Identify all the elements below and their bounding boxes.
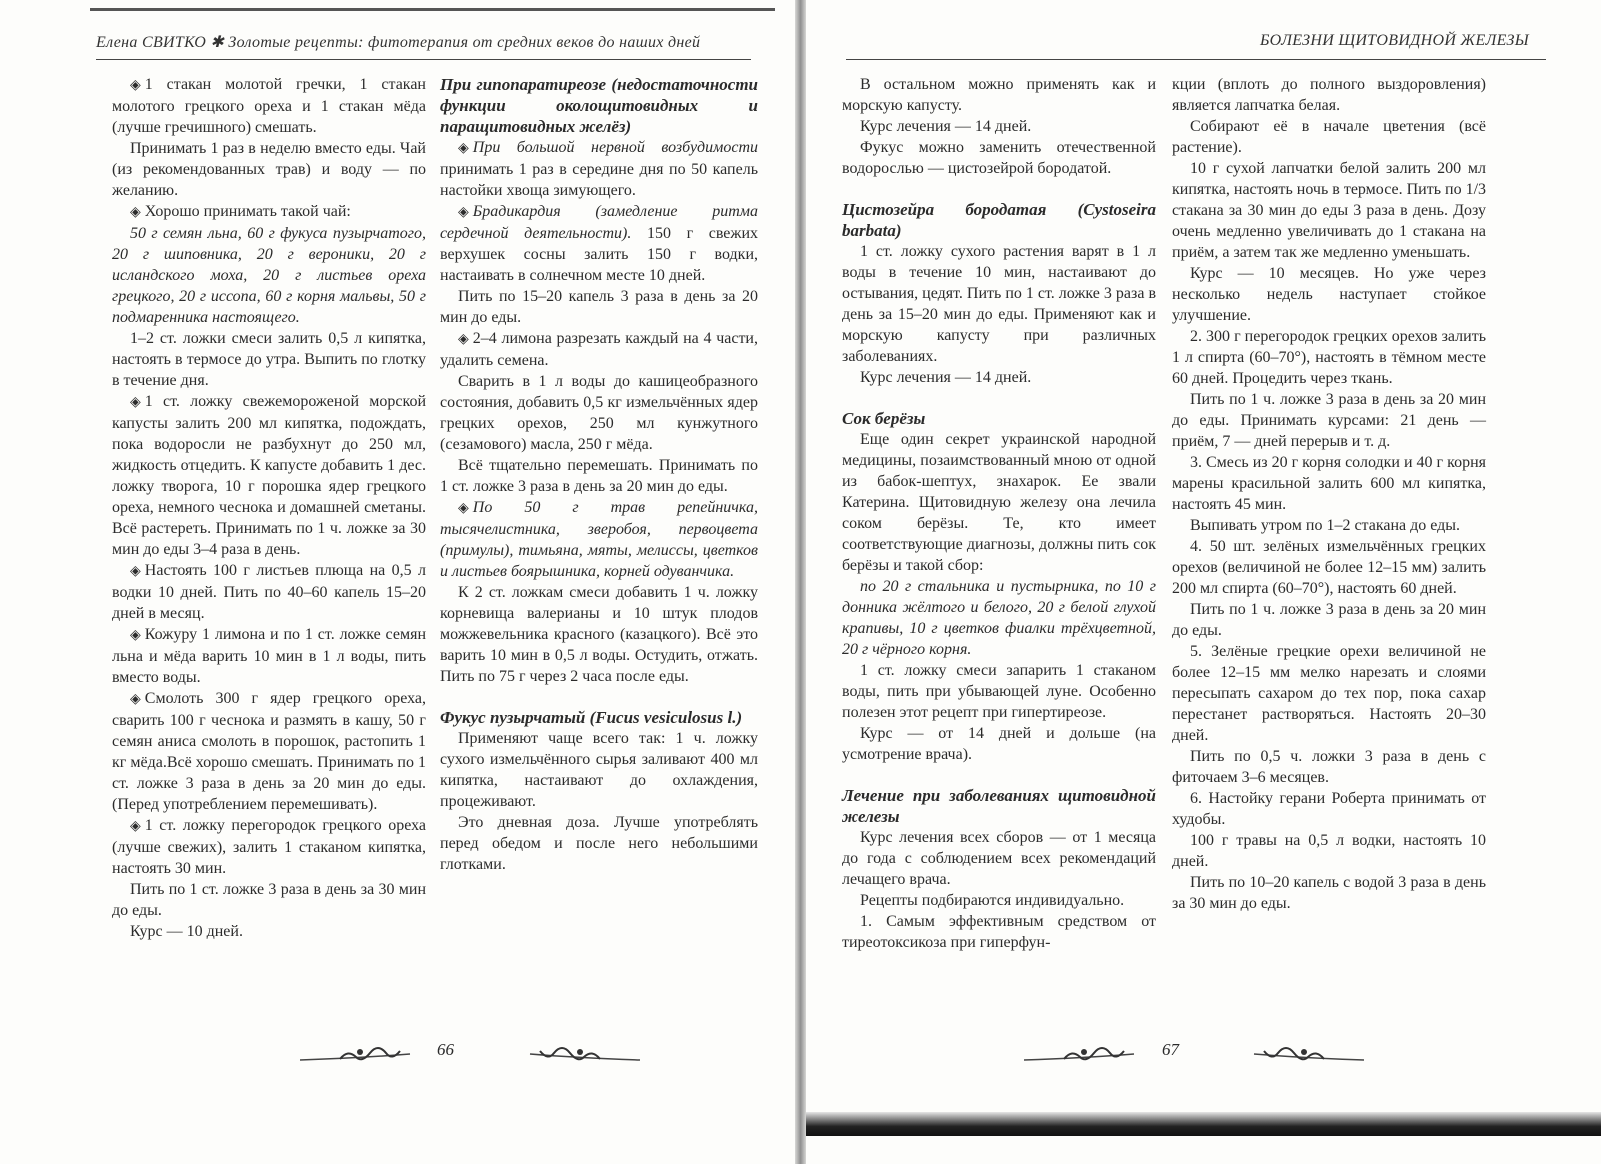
paragraph-text: 1 ст. ложку смеси запарить 1 стаканом воды, пить при убывающей луне. Особенно полезен этот рецепт при гипертиреозе. <box>842 662 1156 721</box>
paragraph-text: 100 г травы на 0,5 л водки, настоять 10 дней. <box>1172 832 1486 870</box>
text-paragraph <box>112 138 426 201</box>
paragraph-text: кции (вплоть до полного выздоровления) является лапчатка белая. <box>1172 76 1486 114</box>
text-paragraph <box>842 367 1156 388</box>
text-paragraph <box>1172 788 1486 830</box>
paragraph-text: принимать 1 раз в середине дня по 50 капель настойки хвоща зимующего. <box>440 161 758 199</box>
text-paragraph <box>842 723 1156 765</box>
page-number-right: 67 <box>1162 1040 1179 1059</box>
diamond-bullet-icon: ◈ <box>130 628 141 643</box>
paragraph-text: 1 ст. ложку сухого растения варят в 1 л воды в течение 10 мин, настаивают до остывания, цедят. Пить по 1 ст. ложке 3 раза в день за 15–20 мин до еды. Применяют как и морскую капусту при различных заболеваниях. <box>842 243 1156 365</box>
recipe-paragraph <box>112 624 426 688</box>
text-paragraph <box>440 371 758 455</box>
text-paragraph <box>1172 263 1486 326</box>
text-paragraph <box>1172 830 1486 872</box>
text-paragraph <box>112 328 426 391</box>
paragraph-text: 5. Зелёные грецкие орехи величиной не более 12–15 мм мелко нарезать и слоями пересыпать сахаром до тех пор, пока сахар перестанет растворяться. Настоять 20–30 дней. <box>1172 643 1486 744</box>
footer-ornament-icon <box>300 1040 640 1066</box>
recipe-paragraph <box>112 74 426 138</box>
paragraph-text: 1 ст. ложку перегородок грецкого ореха (лучше свежих), залить 1 стаканом кипятка, настоять 30 мин. <box>112 817 426 877</box>
text-paragraph <box>440 812 758 875</box>
diamond-bullet-icon: ◈ <box>458 332 469 347</box>
paragraph-text: Курс лечения — 14 дней. <box>860 118 1032 135</box>
text-paragraph <box>1172 872 1486 914</box>
diamond-bullet-icon: ◈ <box>458 501 469 516</box>
section-heading: Фукус пузырчатый (Fucus vesiculosus l.) <box>440 708 743 727</box>
paragraph-text: По 50 г трав репейничка, тысячелистника, зверобоя, первоцвета (примулы), тимьяна, мяты, мелиссы, цветков и листьев боярышника, корней одуванчика. <box>440 499 758 580</box>
paragraph-text: 4. 50 шт. зелёных измельчённых грецких орехов (величиной не более 12–15 мм) залить 200 мл спирта (60–70°), настоять 60 дней. <box>1172 538 1486 597</box>
diamond-bullet-icon: ◈ <box>130 78 141 93</box>
paragraph-text: Пить по 1 ч. ложке 3 раза в день за 20 мин до еды. <box>1172 601 1486 639</box>
right-page-column-1 <box>842 74 1156 953</box>
paragraph-text: Пить по 10–20 капель с водой 3 раза в день за 30 мин до еды. <box>1172 874 1486 912</box>
recipe-paragraph <box>112 560 426 624</box>
page-number-left: 66 <box>437 1040 454 1059</box>
diamond-bullet-icon: ◈ <box>130 692 141 707</box>
text-paragraph <box>1172 641 1486 746</box>
diamond-bullet-icon: ◈ <box>130 564 141 579</box>
paragraph-text: 3. Смесь из 20 г корня солодки и 40 г корня марены красильной залить 600 мл кипятка, настоять 45 мин. <box>1172 454 1486 513</box>
paragraph-text: Пить по 15–20 капель 3 раза в день за 20 мин до еды. <box>440 288 758 326</box>
text-paragraph <box>1172 515 1486 536</box>
top-rule <box>90 8 775 11</box>
paragraph-text: Принимать 1 раз в неделю вместо еды. Чай (из рекомендованных трав) и воду — по желанию. <box>112 140 426 199</box>
section-spacer <box>842 765 1156 785</box>
text-paragraph <box>842 116 1156 137</box>
text-paragraph <box>842 74 1156 116</box>
left-page-column-2 <box>440 74 758 875</box>
text-paragraph <box>440 582 758 687</box>
text-paragraph <box>112 921 426 942</box>
text-paragraph <box>842 241 1156 367</box>
text-paragraph <box>1172 536 1486 599</box>
book-gutter <box>795 0 806 1164</box>
recipe-paragraph <box>440 201 758 286</box>
running-head-left: Елена СВИТКО ✱ Золотые рецепты: фитотерапия от средних веков до наших дней <box>96 34 701 51</box>
paragraph-text: Пить по 0,5 ч. ложки 3 раза в день с фиточаем 3–6 месяцев. <box>1172 748 1486 786</box>
paragraph-text: 2–4 лимона разрезать каждый на 4 части, удалить семена. <box>440 330 758 369</box>
running-head-right: БОЛЕЗНИ ЩИТОВИДНОЙ ЖЕЛЕЗЫ <box>1259 32 1529 49</box>
paragraph-text: 2. 300 г перегородок грецких орехов залить 1 л спирта (60–70°), настоять в тёмном месте 60 дней. Процедить через ткань. <box>1172 328 1486 387</box>
paragraph-text: Пить по 1 ч. ложке 3 раза в день за 20 мин до еды. Принимать курсами: 21 день — приём, 7 — дней перерыв и т. д. <box>1172 391 1486 450</box>
paragraph-text: 50 г семян льна, 60 г фукуса пузырчатого, 20 г шиповника, 20 г вероники, 20 г исландского моха, 20 г листьев ореха грецкого, 20 г иссопа, 60 г корня мальвы, 50 г подмаренника настоящего. <box>112 225 426 326</box>
text-paragraph <box>842 890 1156 911</box>
paragraph-text: К 2 ст. ложкам смеси добавить 1 ч. ложку корневища валерианы и 10 штук плодов можжевельника красного (казацкого). Всё это варить 10 мин в 0,5 л воды. Остудить, отжать. Пить по 75 г через 2 часа после еды. <box>440 584 758 685</box>
paragraph-text: 1 стакан молотой гречки, 1 стакан молотого грецкого ореха и 1 стакан мёда (лучше гречишного) смешать. <box>112 76 426 136</box>
recipe-paragraph <box>112 815 426 879</box>
paragraph-text: Применяют чаще всего так: 1 ч. ложку сухого измельчённого сырья заливают 400 мл кипятка, настаивают до охлаждения, процеживают. <box>440 730 758 810</box>
header-rule <box>96 59 751 60</box>
paragraph-text: Курс — 10 дней. <box>130 923 243 940</box>
paragraph-text: Курс лечения всех сборов — от 1 месяца до года с соблюдением всех рекомендаций лечащего врача. <box>842 829 1156 888</box>
text-paragraph <box>1172 158 1486 263</box>
paragraph-text: Рецепты подбираются индивидуально. <box>860 892 1125 909</box>
italic-lead: Брадикардия (замедление ритма сердечной деятельности). <box>440 203 758 242</box>
section-spacer <box>440 687 758 707</box>
text-paragraph <box>842 429 1156 576</box>
paragraph-text: 10 г сухой лапчатки белой залить 200 мл кипятка, настоять ночь в термосе. Пить по 1/3 стакана за 30 мин до еды 3 раза в день. Дозу очень медленно увеличивать до 1 стакана на приём, а затем так же медленно уменьшать. <box>1172 160 1487 261</box>
text-paragraph <box>842 911 1156 953</box>
text-paragraph <box>1172 74 1486 116</box>
page-edge-shadow <box>806 1112 1601 1136</box>
paragraph-text: Настоять 100 г листьев плюща на 0,5 л водки 10 дней. Пить по 40–60 капель 15–20 дней в месяц. <box>112 562 426 622</box>
paragraph-text: Это дневная доза. Лучше употреблять перед обедом и после него небольшими глотками. <box>440 814 758 873</box>
section-spacer <box>842 179 1156 199</box>
recipe-paragraph <box>112 688 426 815</box>
section-heading: Лечение при заболеваниях щитовидной железы <box>842 786 1156 826</box>
text-paragraph <box>842 137 1156 179</box>
paragraph-text: 6. Настойку герани Роберта принимать от худобы. <box>1172 790 1486 828</box>
right-page <box>806 0 1601 1164</box>
diamond-bullet-icon: ◈ <box>130 395 141 410</box>
section-heading: Сок берёзы <box>842 409 926 428</box>
left-page <box>0 0 795 1164</box>
text-paragraph <box>440 286 758 328</box>
paragraph-text: Курс — 10 месяцев. Но уже через несколько недель наступает стойкое улучшение. <box>1172 265 1486 324</box>
text-paragraph <box>1172 326 1486 389</box>
paragraph-text: Сварить в 1 л воды до кашицеобразного состояния, добавить 0,5 кг измельчённых ядер грецких орехов, 250 мл кунжутного (сезамового) масла, 250 г мёда. <box>440 373 758 453</box>
section-heading: Цистозейра бородатая (Cystoseira barbata) <box>842 200 1156 240</box>
text-paragraph <box>842 660 1156 723</box>
paragraph-text: Еще один секрет украинской народной медицины, позаимствованный мною от одной из бабок-шептух, знахарок. Ее звали Катерина. Щитовидную железу она лечила соком берёзы. Те, кто имеет соответствующие диагнозы, должны пить сок берёзы и такой сбор: <box>842 431 1156 574</box>
paragraph-text: Выпивать утром по 1–2 стакана до еды. <box>1190 517 1461 534</box>
section-spacer <box>842 388 1156 408</box>
text-paragraph <box>1172 599 1486 641</box>
text-paragraph <box>440 455 758 497</box>
diamond-bullet-icon: ◈ <box>130 205 141 220</box>
text-paragraph <box>112 223 426 328</box>
recipe-paragraph <box>112 391 426 560</box>
recipe-paragraph <box>440 328 758 371</box>
recipe-paragraph <box>440 497 758 582</box>
text-paragraph <box>1172 452 1486 515</box>
text-paragraph <box>842 827 1156 890</box>
text-paragraph <box>1172 746 1486 788</box>
diamond-bullet-icon: ◈ <box>458 205 469 220</box>
paragraph-text: Пить по 1 ст. ложке 3 раза в день за 30 мин до еды. <box>112 881 426 919</box>
paragraph-text: В остальном можно применять как и морскую капусту. <box>842 76 1156 114</box>
paragraph-text: Фукус можно заменить отечественной водорослью — цистозейрой бородатой. <box>842 139 1156 177</box>
paragraph-text: 1–2 ст. ложки смеси залить 0,5 л кипятка, настоять в термосе до утра. Выпить по глотку в течение дня. <box>112 330 426 389</box>
text-paragraph <box>1172 389 1486 452</box>
paragraph-text: Кожуру 1 лимона и по 1 ст. ложке семян льна и мёда варить 10 мин в 1 л воды, пить вместо воды. <box>112 626 426 686</box>
recipe-paragraph <box>112 201 426 223</box>
diamond-bullet-icon: ◈ <box>458 141 469 156</box>
paragraph-text: Курс — от 14 дней и дольше (на усмотрение врача). <box>842 725 1156 763</box>
text-paragraph <box>842 576 1156 660</box>
right-page-column-2 <box>1172 74 1486 914</box>
paragraph-text: Всё тщательно перемешать. Принимать по 1 ст. ложке 3 раза в день за 20 мин до еды. <box>440 457 758 495</box>
header-rule <box>846 59 1546 60</box>
text-paragraph <box>112 879 426 921</box>
paragraph-text: по 20 г стальника и пустырника, по 10 г донника жёлтого и белого, 20 г белой глухой крапивы, 10 г цветков фиалки трёхцветной, 20 г чёрного корня. <box>842 578 1156 658</box>
italic-lead: При большой нервной возбудимости <box>472 139 758 156</box>
paragraph-text: Смолоть 300 г ядер грецкого ореха, сварить 100 г чеснока и размять в кашу, 50 г семян аниса смолоть в порошок, растопить 1 кг мёда.Всё хорошо смешать. Принимать по 1 ст. ложке 3 раза в день за 20 мин до еды. (Перед употреблением перемешивать). <box>112 690 426 813</box>
footer-ornament-icon <box>1024 1040 1364 1066</box>
left-page-column-1 <box>112 74 426 942</box>
paragraph-text: 1. Самым эффективным средством от тиреотоксикоза при гиперфун- <box>842 913 1156 951</box>
text-paragraph <box>440 728 758 812</box>
recipe-paragraph <box>440 137 758 201</box>
text-paragraph <box>1172 116 1486 158</box>
section-heading: При гипопаратиреозе (недостаточности функции околощитовидных и паращитовидных желёз) <box>440 75 758 136</box>
diamond-bullet-icon: ◈ <box>130 819 141 834</box>
paragraph-text: 150 г свежих верхушек сосны залить 150 г водки, настаивать в солнечном месте 10 дней. <box>440 225 759 284</box>
paragraph-text: Хорошо принимать такой чай: <box>144 203 351 220</box>
paragraph-text: Собирают её в начале цветения (всё растение). <box>1172 118 1486 156</box>
paragraph-text: 1 ст. ложку свежемороженой морской капусты залить 200 мл кипятка, подождать, пока водоросли не разбухнут до 250 мл, жидкость отцедить. К капусте добавить 1 дес. ложку творога, 10 г порошка ядер грецкого ореха, немного чеснока и домашней сметаны. Всё растереть. Принимать по 1 ч. ложке за 30 мин до еды 3–4 раза в день. <box>112 393 426 558</box>
paragraph-text: Курс лечения — 14 дней. <box>860 369 1032 386</box>
